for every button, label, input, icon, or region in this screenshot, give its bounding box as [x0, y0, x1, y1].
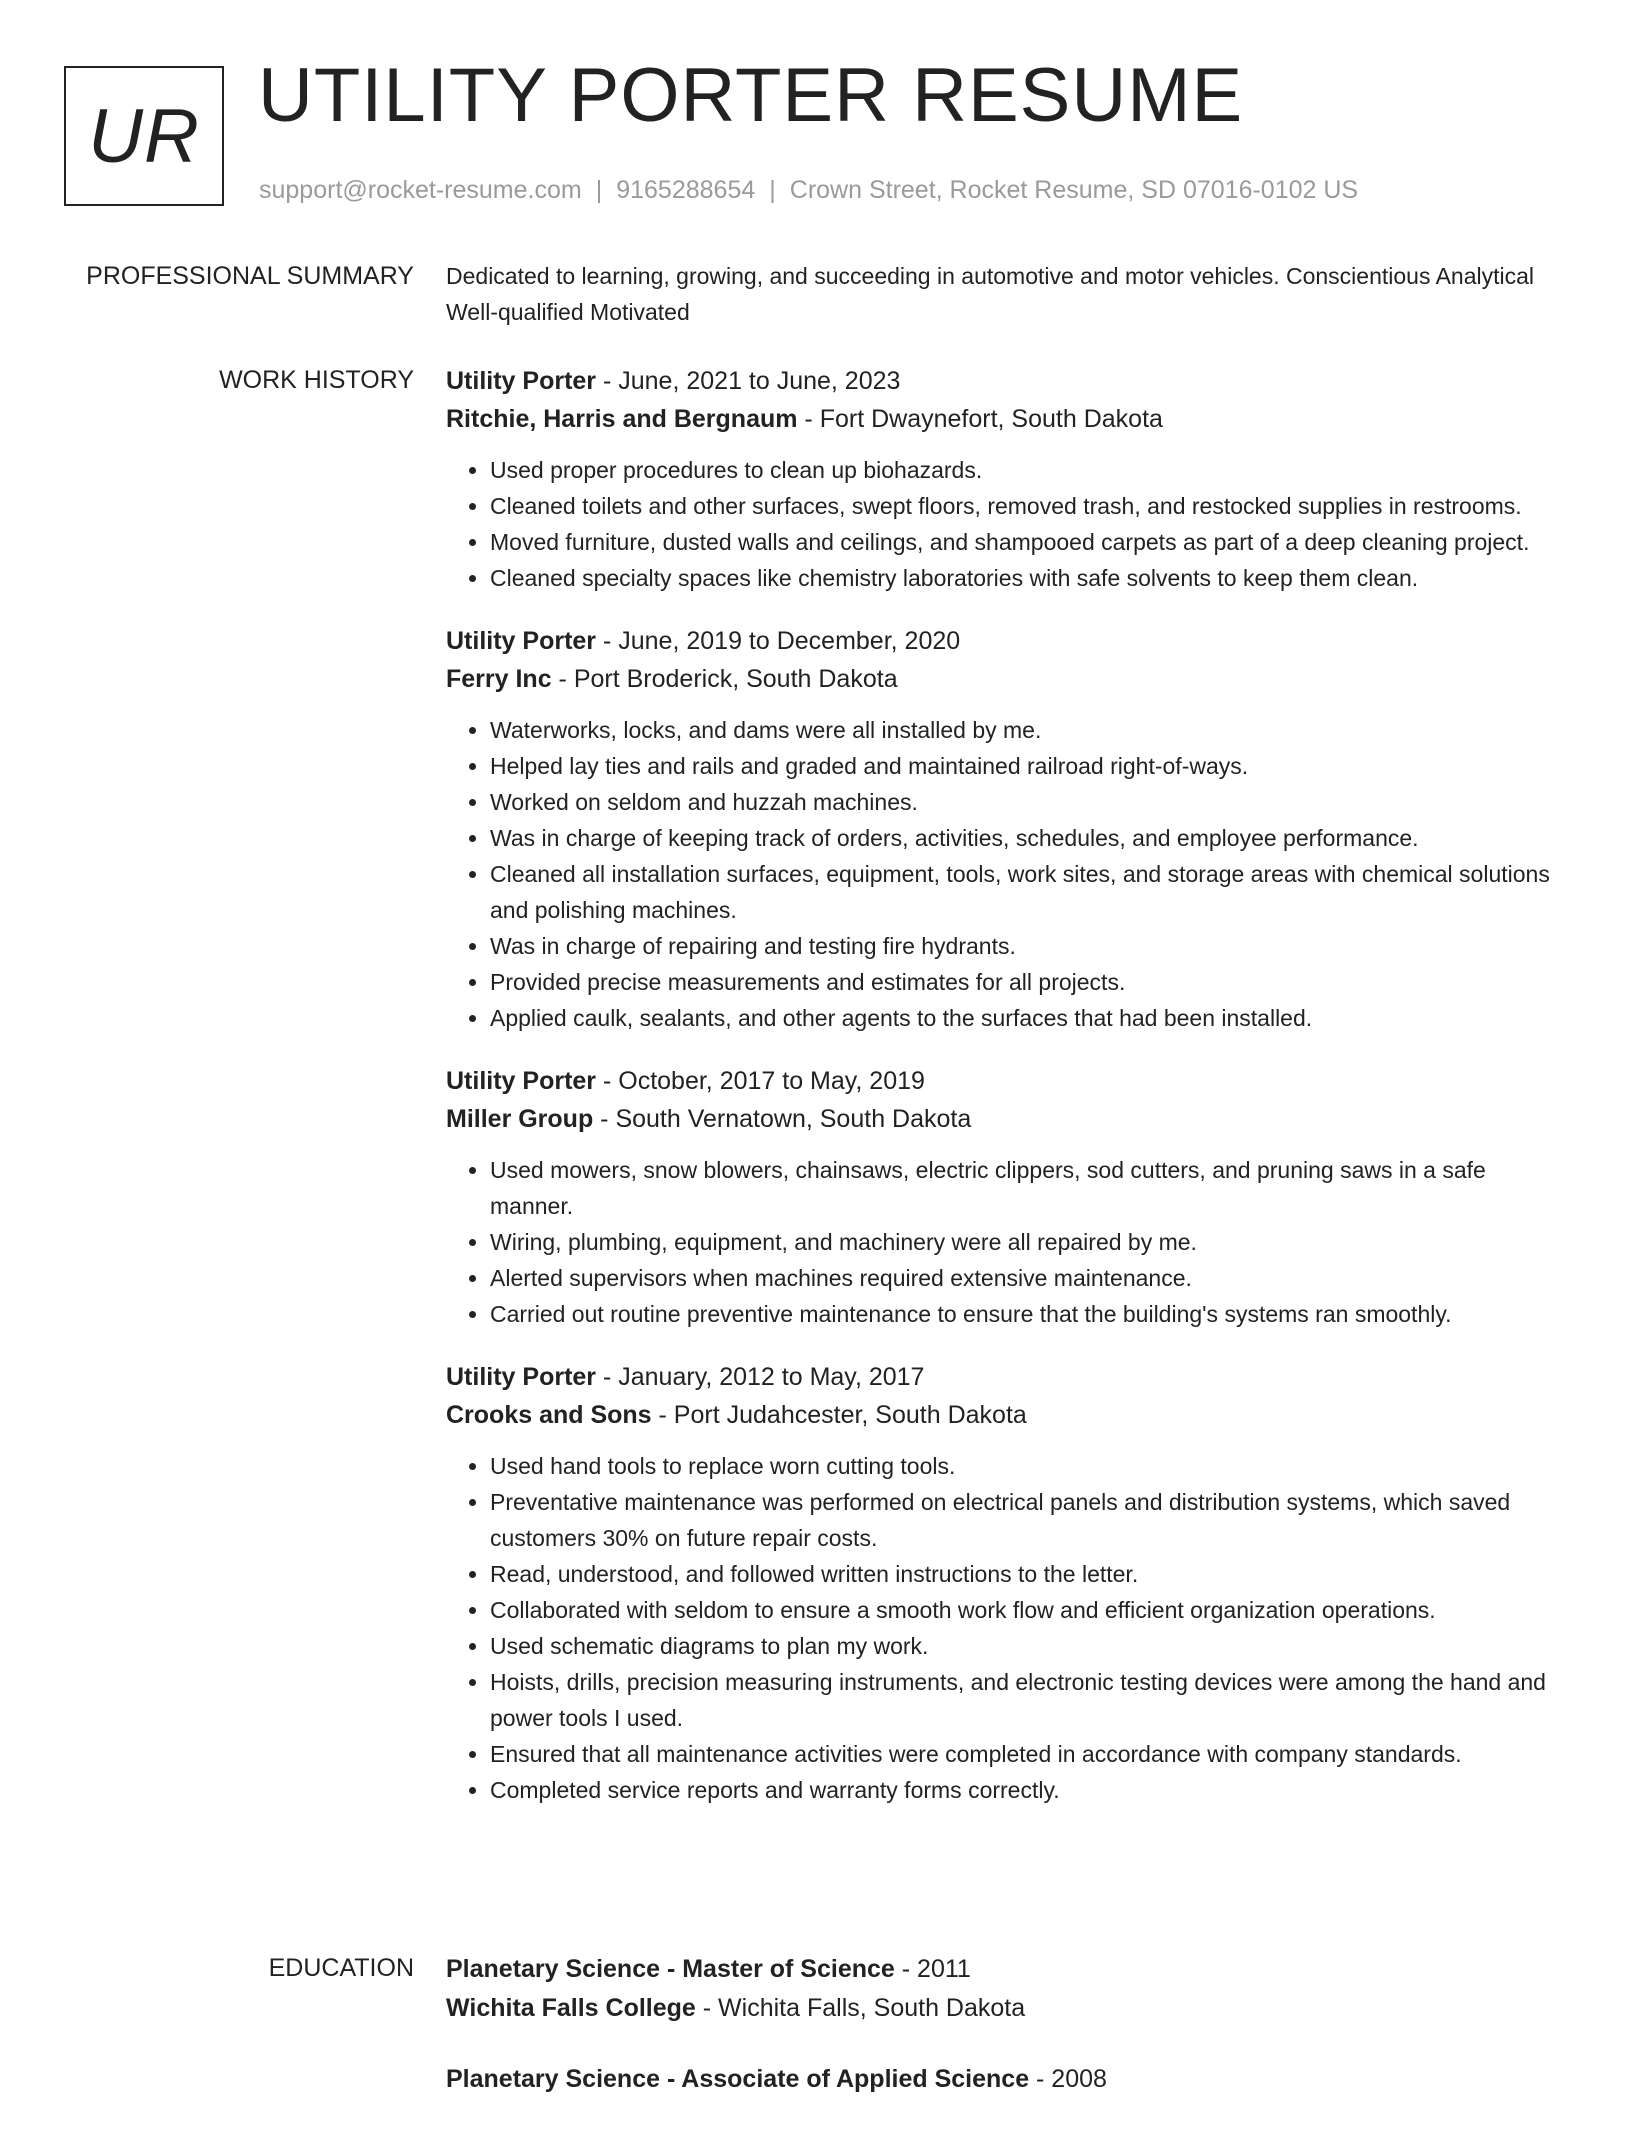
- education-entry: [446, 1950, 1566, 2028]
- job-location: - Port Broderick, South Dakota: [551, 665, 898, 693]
- job-bullet: • Worked on seldom and huzzah machines.: [490, 784, 1566, 820]
- resume-title: UTILITY PORTER RESUME: [258, 53, 1244, 138]
- job-dates: - June, 2019 to December, 2020: [596, 627, 961, 655]
- job-bullet: • Cleaned all installation surfaces, equipment, tools, work sites, and storage areas with chemical solutions and polishing machines.: [490, 856, 1566, 928]
- job-bullet: • Read, understood, and followed written instructions to the letter.: [490, 1556, 1566, 1592]
- job-bullet: • Applied caulk, sealants, and other agents to the surfaces that had been installed.: [490, 1000, 1566, 1036]
- job-dates: - October, 2017 to May, 2019: [596, 1067, 925, 1095]
- contact-separator: |: [769, 176, 776, 204]
- job-company: Crooks and Sons: [446, 1401, 652, 1429]
- work-history-label: WORK HISTORY: [219, 366, 414, 394]
- job-bullet: • Cleaned toilets and other surfaces, swept floors, removed trash, and restocked supplies in restrooms.: [490, 488, 1566, 524]
- job-company-line: [446, 660, 1566, 698]
- education-location: - Wichita Falls, South Dakota: [695, 1994, 1026, 2022]
- job-bullet: • Provided precise measurements and estimates for all projects.: [490, 964, 1566, 1000]
- job-entry: [446, 622, 1566, 1036]
- summary-body: [446, 258, 1566, 330]
- job-bullet: • Collaborated with seldom to ensure a smooth work flow and efficient organization operations.: [490, 1592, 1566, 1628]
- education-degree-line: [446, 1950, 1566, 1989]
- job-title: Utility Porter: [446, 627, 597, 655]
- job-bullet: • Helped lay ties and rails and graded and maintained railroad right-of-ways.: [490, 748, 1566, 784]
- contact-line: [259, 176, 1358, 205]
- job-bullets: [446, 452, 1566, 596]
- job-bullet: • Moved furniture, dusted walls and ceilings, and shampooed carpets as part of a deep cleaning project.: [490, 524, 1566, 560]
- summary-text: Dedicated to learning, growing, and succeeding in automotive and motor vehicles. Conscientious Analytical Well-qualified Motivated: [446, 263, 1535, 325]
- education-year: - 2008: [1029, 2065, 1107, 2093]
- job-location: - Fort Dwaynefort, South Dakota: [797, 405, 1163, 433]
- job-entry: [446, 1062, 1566, 1332]
- job-bullets: [446, 1152, 1566, 1332]
- job-bullet: • Hoists, drills, precision measuring instruments, and electronic testing devices were among the hand and power tools I used.: [490, 1664, 1566, 1736]
- job-bullet: • Used mowers, snow blowers, chainsaws, electric clippers, sod cutters, and pruning saws in a safe manner.: [490, 1152, 1566, 1224]
- job-company-line: [446, 1396, 1566, 1434]
- education-degree: Planetary Science - Master of Science: [446, 1955, 895, 1983]
- job-title-line: [446, 622, 1566, 660]
- job-dates: - June, 2021 to June, 2023: [596, 367, 901, 395]
- job-bullet: • Used schematic diagrams to plan my work.: [490, 1628, 1566, 1664]
- education-degree-line: [446, 2060, 1566, 2099]
- job-bullet: • Was in charge of repairing and testing fire hydrants.: [490, 928, 1566, 964]
- job-bullet: • Used proper procedures to clean up biohazards.: [490, 452, 1566, 488]
- job-title-line: [446, 1358, 1566, 1396]
- job-bullet: • Alerted supervisors when machines required extensive maintenance.: [490, 1260, 1566, 1296]
- job-bullet: • Used hand tools to replace worn cutting tools.: [490, 1448, 1566, 1484]
- job-bullet: • Wiring, plumbing, equipment, and machinery were all repaired by me.: [490, 1224, 1566, 1260]
- job-bullet: • Carried out routine preventive maintenance to ensure that the building's systems ran smoothly.: [490, 1296, 1566, 1332]
- job-bullet: • Was in charge of keeping track of orders, activities, schedules, and employee performance.: [490, 820, 1566, 856]
- education-school: Wichita Falls College: [446, 1994, 696, 2022]
- job-title: Utility Porter: [446, 1067, 597, 1095]
- education-degree: Planetary Science - Associate of Applied Science: [446, 2065, 1030, 2093]
- education-label: EDUCATION: [268, 1954, 414, 1982]
- contact-address: Crown Street, Rocket Resume, SD 07016-0102 US: [789, 176, 1359, 204]
- job-company: Ferry Inc: [446, 665, 552, 693]
- contact-email: support@rocket-resume.com: [259, 176, 582, 204]
- job-company: Ritchie, Harris and Bergnaum: [446, 405, 798, 433]
- education-year: - 2011: [894, 1955, 971, 1983]
- job-title: Utility Porter: [446, 367, 597, 395]
- job-company: Miller Group: [446, 1105, 594, 1133]
- job-title-line: [446, 1062, 1566, 1100]
- job-bullet: • Completed service reports and warranty forms correctly.: [490, 1772, 1566, 1808]
- education-body: [446, 1950, 1566, 2131]
- job-company-line: [446, 400, 1566, 438]
- job-title: Utility Porter: [446, 1363, 597, 1391]
- job-bullet: • Ensured that all maintenance activities were completed in accordance with company standards.: [490, 1736, 1566, 1772]
- job-dates: - January, 2012 to May, 2017: [596, 1363, 925, 1391]
- job-bullet: • Waterworks, locks, and dams were all installed by me.: [490, 712, 1566, 748]
- job-location: - South Vernatown, South Dakota: [593, 1105, 972, 1133]
- contact-phone: 9165288654: [616, 176, 756, 204]
- job-entry: [446, 362, 1566, 596]
- summary-label: PROFESSIONAL SUMMARY: [86, 262, 414, 290]
- education-school-line: [446, 1989, 1566, 2028]
- job-title-line: [446, 362, 1566, 400]
- monogram-badge: [64, 66, 224, 206]
- job-entry: [446, 1358, 1566, 1808]
- job-bullet: • Preventative maintenance was performed on electrical panels and distribution systems, which saved customers 30% on future repair costs.: [490, 1484, 1566, 1556]
- job-bullets: [446, 1448, 1566, 1808]
- job-bullet: • Cleaned specialty spaces like chemistry laboratories with safe solvents to keep them clean.: [490, 560, 1566, 596]
- work-history-body: [446, 362, 1566, 1834]
- contact-separator: |: [595, 176, 603, 204]
- education-entry: [446, 2060, 1566, 2099]
- job-bullets: [446, 712, 1566, 1036]
- job-location: - Port Judahcester, South Dakota: [651, 1401, 1027, 1429]
- monogram-initials: UR: [88, 93, 200, 179]
- job-company-line: [446, 1100, 1566, 1138]
